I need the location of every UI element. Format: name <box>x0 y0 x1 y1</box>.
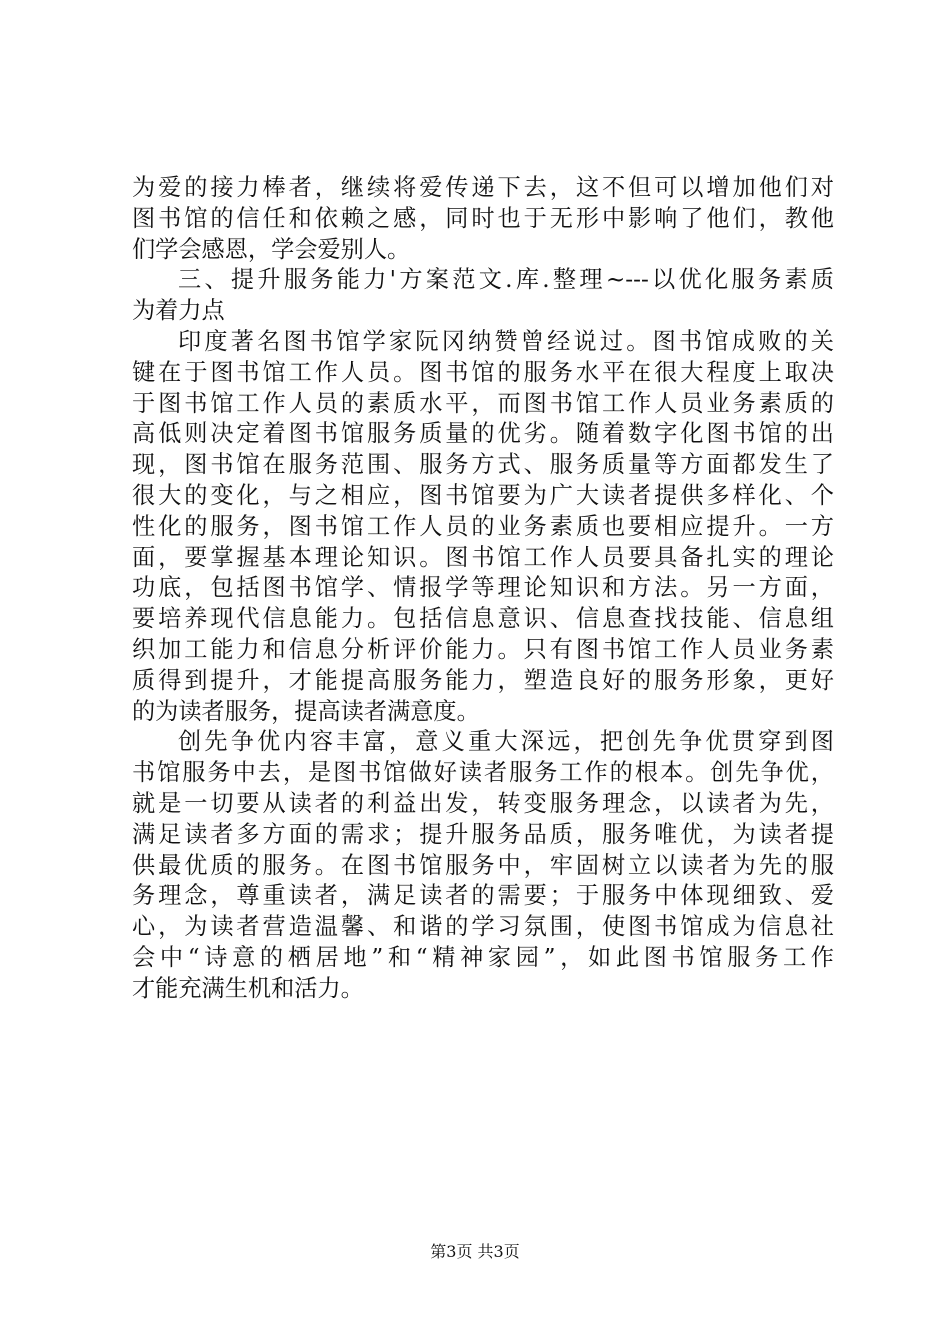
text-line: 就是一切要从读者的利益出发，转变服务理念，以读者为先， <box>132 789 834 817</box>
text-line: 现，图书馆在服务范围、服务方式、服务质量等方面都发生了 <box>132 451 834 479</box>
paragraph <box>132 265 834 327</box>
text-line: 很大的变化，与之相应，图书馆要为广大读者提供多样化、个 <box>132 481 834 509</box>
paragraph <box>132 327 834 727</box>
text-line: 键在于图书馆工作人员。图书馆的服务水平在很大程度上取决 <box>132 358 834 386</box>
text-line: 会中“诗意的栖居地”和“精神家园”，如此图书馆服务工作 <box>132 943 834 971</box>
text-line: 于图书馆工作人员的素质水平，而图书馆工作人员业务素质的 <box>132 389 834 417</box>
text-line: 务理念，尊重读者，满足读者的需要；于服务中体现细致、爱 <box>132 882 834 910</box>
text-line: 性化的服务，图书馆工作人员的业务素质也要相应提升。一方 <box>132 512 834 540</box>
text-line: 要培养现代信息能力。包括信息意识、信息查找技能、信息组 <box>132 605 834 633</box>
text-line: 供最优质的服务。在图书馆服务中，牢固树立以读者为先的服 <box>132 851 834 879</box>
document-body <box>132 173 834 1005</box>
text-line: 为着力点 <box>132 297 225 325</box>
text-line: 们学会感恩，学会爱别人。 <box>132 235 411 263</box>
text-line: 功底，包括图书馆学、情报学等理论知识和方法。另一方面， <box>132 574 834 602</box>
text-line: 心，为读者营造温馨、和谐的学习氛围，使图书馆成为信息社 <box>132 913 834 941</box>
text-line: 面，要掌握基本理论知识。图书馆工作人员要具备扎实的理论 <box>132 543 834 571</box>
text-line: 满足读者多方面的需求；提升服务品质，服务唯优，为读者提 <box>132 820 834 848</box>
text-line: 三、提升服务能力'方案范文.库.整理~---以优化服务素质 <box>178 266 834 294</box>
text-line: 质得到提升，才能提高服务能力，塑造良好的服务形象，更好 <box>132 666 834 694</box>
text-line: 图书馆的信任和依赖之感，同时也于无形中影响了他们，教他 <box>132 204 834 232</box>
paragraph <box>132 727 834 1004</box>
page-footer: 第3页 共3页 <box>430 1242 520 1261</box>
text-line: 书馆服务中去，是图书馆做好读者服务工作的根本。创先争优， <box>132 759 834 787</box>
paragraph <box>132 173 834 265</box>
text-line: 的为读者服务，提高读者满意度。 <box>132 697 480 725</box>
text-line: 印度著名图书馆学家阮冈纳赞曾经说过。图书馆成败的关 <box>178 327 834 355</box>
text-line: 创先争优内容丰富，意义重大深远，把创先争优贯穿到图 <box>178 728 834 756</box>
text-line: 才能充满生机和活力。 <box>132 974 364 1002</box>
text-line: 织加工能力和信息分析评价能力。只有图书馆工作人员业务素 <box>132 635 834 663</box>
text-line: 高低则决定着图书馆服务质量的优劣。随着数字化图书馆的出 <box>132 420 834 448</box>
text-line: 为爱的接力棒者，继续将爱传递下去，这不但可以增加他们对 <box>132 174 834 201</box>
